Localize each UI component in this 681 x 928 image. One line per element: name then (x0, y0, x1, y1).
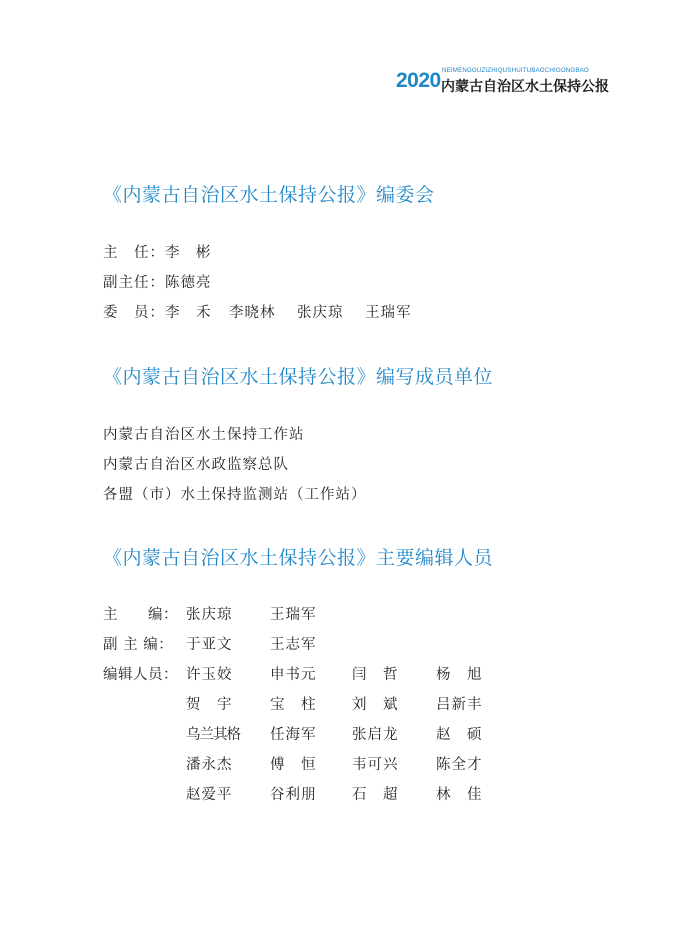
staff-name: 宝 柱 (270, 697, 317, 713)
units-title: 《内蒙古自治区水土保持公报》编写成员单位 (103, 366, 494, 388)
staff-name: 韦可兴 (352, 757, 399, 773)
deputy-director-name: 陈德亮 (165, 275, 212, 291)
staff-name: 陈全才 (436, 757, 483, 773)
staff-name: 贺 宇 (186, 697, 233, 713)
staff-name: 杨 旭 (436, 667, 483, 683)
deputy-editor-name: 于亚文 (186, 637, 233, 653)
staff-name: 谷利朋 (270, 787, 317, 803)
chief-editor-name: 张庆琼 (186, 607, 233, 623)
staff-name: 赵爱平 (186, 787, 233, 803)
unit-item: 内蒙古自治区水政监察总队 (103, 457, 289, 473)
deputy-director-label: 副主任： (103, 275, 165, 291)
staff-name: 刘 斌 (352, 697, 399, 713)
committee-row-members (103, 301, 412, 322)
staff-name: 石 超 (352, 787, 399, 803)
header-title: 内蒙古自治区水土保持公报 (441, 79, 609, 95)
staff-name: 傅 恒 (270, 757, 317, 773)
deputy-editor-label: 副 主 编： (103, 637, 174, 653)
editors-title: 《内蒙古自治区水土保持公报》主要编辑人员 (103, 547, 494, 569)
staff-name: 闫 哲 (352, 667, 399, 683)
director-label: 主 任： (103, 245, 165, 261)
staff-name: 吕新丰 (436, 697, 483, 713)
staff-name: 赵 硕 (436, 727, 483, 743)
staff-name: 潘永杰 (186, 757, 233, 773)
header-year: 2020 (396, 69, 441, 92)
staff-name: 林 佳 (436, 787, 483, 803)
member-name: 张庆琼 (297, 305, 344, 321)
members-label: 委 员： (103, 305, 165, 321)
director-name: 李 彬 (165, 245, 212, 261)
deputy-editor-name: 王志军 (270, 637, 317, 653)
staff-name: 乌兰其格 (186, 727, 240, 743)
header-pinyin: NEIMENGGUZIZHIQUSHUITUBAOCHIGONGBAO (442, 67, 589, 74)
staff-name: 许玉姣 (186, 667, 233, 683)
member-name: 王瑞军 (365, 305, 412, 321)
committee-row-deputy-director (103, 271, 212, 292)
member-name: 李 禾 (165, 305, 212, 321)
unit-item: 内蒙古自治区水土保持工作站 (103, 427, 305, 443)
staff-name: 张启龙 (352, 727, 399, 743)
chief-editor-name: 王瑞军 (270, 607, 317, 623)
committee-row-director (103, 241, 212, 262)
chief-editor-label: 主 编： (103, 607, 178, 623)
committee-title: 《内蒙古自治区水土保持公报》编委会 (103, 184, 435, 206)
member-name: 李晓林 (229, 305, 276, 321)
staff-name: 申书元 (270, 667, 317, 683)
staff-label: 编辑人员： (103, 667, 178, 683)
staff-name: 任海军 (270, 727, 317, 743)
unit-item: 各盟（市）水土保持监测站（工作站） (103, 487, 367, 503)
page-header (396, 66, 626, 96)
